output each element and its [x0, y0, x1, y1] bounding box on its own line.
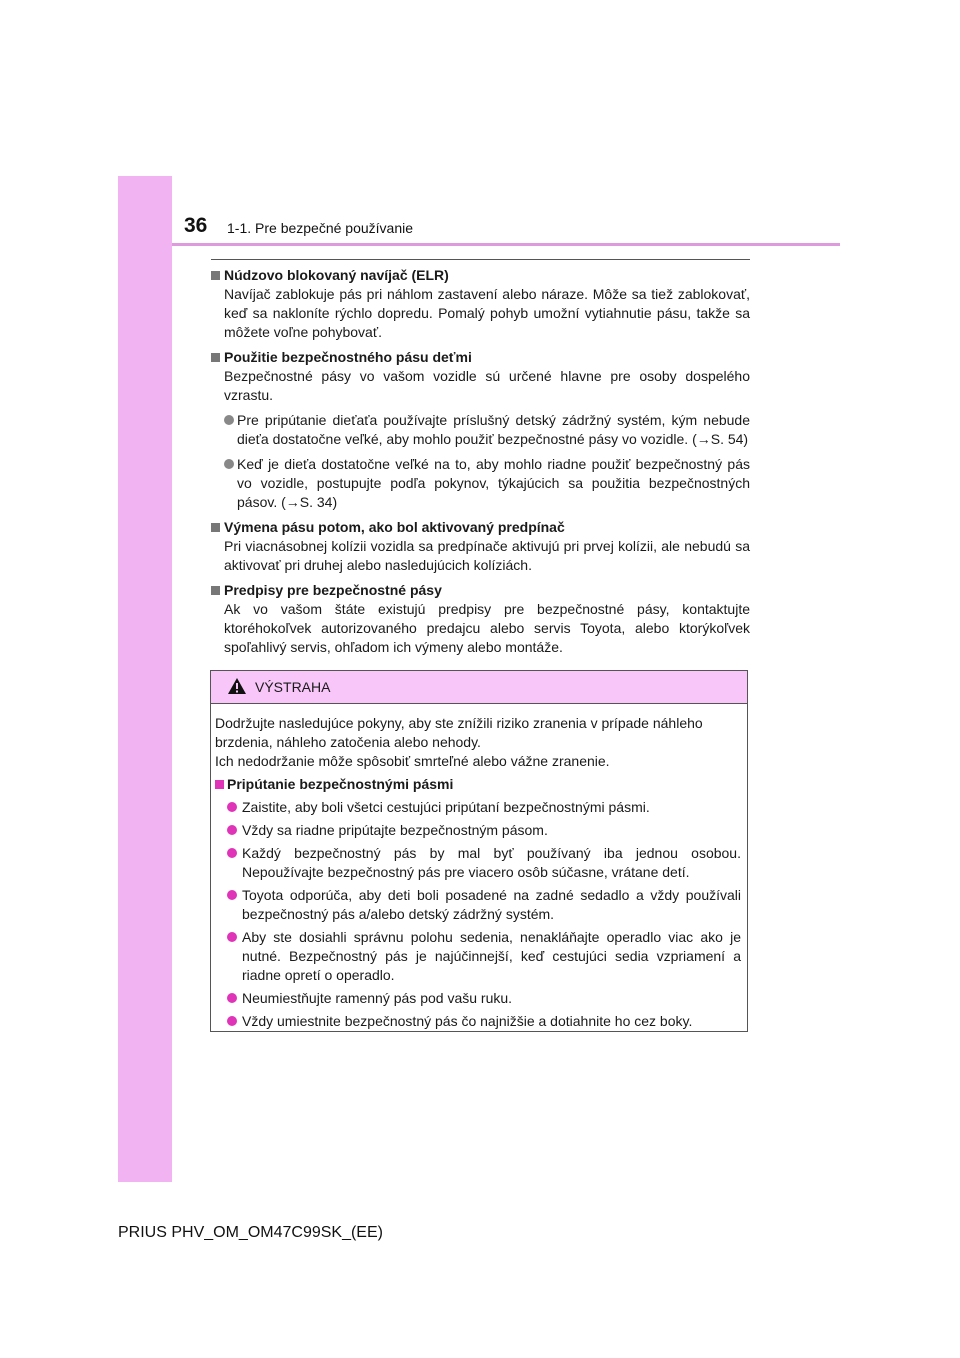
list-item: Vždy umiestnite bezpečnostný pás čo najnižšie a dotiahnite ho cez boky.	[227, 1012, 741, 1031]
section-heading-pretensioner: Výmena pásu potom, ako bol aktivovaný predpínač	[211, 518, 750, 537]
circle-bullet-icon	[224, 459, 234, 469]
circle-bullet-icon	[227, 825, 237, 835]
chapter-side-band	[118, 176, 172, 1182]
section-text-elr: Navíjač zablokuje pás pri náhlom zastavení alebo náraze. Môže sa tiež zablokovať, keď sa nakloníte rýchlo dopredu. Pomalý pohyb umožní vytiahnutie pásu, takže sa môžete voľne pohybovať.	[224, 286, 750, 340]
circle-bullet-icon	[227, 802, 237, 812]
section-text-children: Bezpečnostné pásy vo vašom vozidle sú určené hlavne pre osoby dospelého vzrastu.	[224, 368, 750, 403]
warning-subtitle: Pripútanie bezpečnostnými pásmi	[215, 775, 741, 794]
page-number: 36	[184, 214, 208, 237]
document-code: PRIUS PHV_OM_OM47C99SK_(EE)	[118, 1224, 383, 1241]
section-heading-regulations: Predpisy pre bezpečnostné pásy	[211, 581, 750, 600]
main-content	[211, 259, 750, 663]
circle-bullet-icon	[227, 1016, 237, 1026]
warning-triangle-icon	[227, 677, 247, 695]
section-title: 1-1. Pre bezpečné používanie	[227, 220, 414, 236]
square-bullet-icon	[211, 353, 220, 362]
section-text-regulations: Ak vo vašom štáte existujú predpisy pre bezpečnostné pásy, kontaktujte ktoréhokoľvek autorizovaného predajcu alebo servis Toyota, alebo ktorýkoľvek spoľahlivý servis, ohľadom ich výmeny alebo montáže.	[224, 601, 750, 655]
list-item: Neumiestňujte ramenný pás pod vašu ruku.	[227, 989, 741, 1008]
list-item: Zaistite, aby boli všetci cestujúci pripútaní bezpečnostnými pásmi.	[227, 798, 741, 817]
circle-bullet-icon	[227, 993, 237, 1003]
warning-header	[211, 671, 747, 704]
circle-bullet-icon	[224, 415, 234, 425]
section-heading-elr: Núdzovo blokovaný navíjač (ELR)	[211, 266, 750, 285]
circle-bullet-icon	[227, 848, 237, 858]
warning-intro: Dodržujte nasledujúce pokyny, aby ste znížili riziko zranenia v prípade náhleho brzdenia, náhleho zatočenia alebo nehody. Ich nedodržanie môže spôsobiť smrteľné alebo vážne zranenie.	[215, 715, 703, 769]
section-text-pretensioner: Pri viacnásobnej kolízii vozidla sa predpínače aktivujú pri prvej kolízii, ale nebudú sa aktivovať pri druhej alebo nasledujúcich kolíziách.	[224, 538, 750, 573]
circle-bullet-icon	[227, 890, 237, 900]
list-item: Toyota odporúča, aby deti boli posadené na zadné sedadlo a vždy používali bezpečnostný pás a/alebo detský zádržný systém.	[227, 886, 741, 924]
list-item: Aby ste dosiahli správnu polohu sedenia, nenakláňajte operadlo viac ako je nutné. Bezpečnostný pás je najúčinnejší, keď cestujúci sedia vzpriamení a riadne opretí o operadlo.	[227, 928, 741, 985]
square-bullet-icon	[211, 271, 220, 280]
list-item: Pre pripútanie dieťaťa používajte príslušný detský zádržný systém, kým nebude dieťa dostatočne veľké, aby mohlo použiť bezpečnostné pásy vo vozidle. (→S. 54)	[224, 411, 750, 449]
warning-box	[210, 670, 748, 1032]
square-bullet-icon	[211, 586, 220, 595]
list-item: Každý bezpečnostný pás by mal byť používaný iba jednou osobou. Nepoužívajte bezpečnostný pás pre viacero osôb súčasne, vrátane detí.	[227, 844, 741, 882]
circle-bullet-icon	[227, 932, 237, 942]
list-item: Vždy sa riadne pripútajte bezpečnostným pásom.	[227, 821, 741, 840]
list-item: Keď je dieťa dostatočne veľké na to, aby mohlo riadne použiť bezpečnostný pás vo vozidle, postupujte podľa pokynov, týkajúcich sa použitia bezpečnostných pásov. (→S. 34)	[224, 455, 750, 512]
square-bullet-icon	[215, 780, 224, 789]
section-heading-children: Použitie bezpečnostného pásu deťmi	[211, 348, 750, 367]
header-rule	[172, 243, 840, 246]
warning-body	[211, 704, 747, 1031]
square-bullet-icon	[211, 523, 220, 532]
warning-label: VÝSTRAHA	[255, 679, 331, 695]
